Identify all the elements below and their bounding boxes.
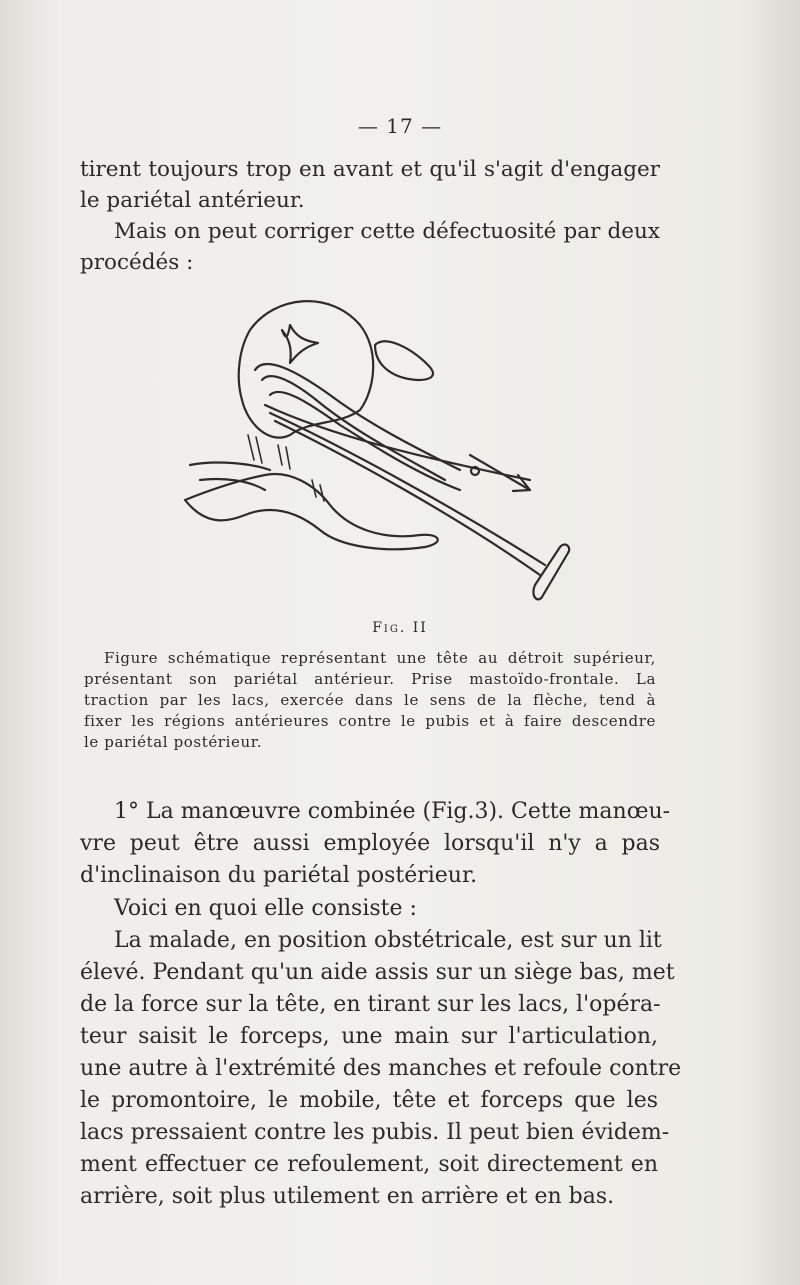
text-line: de la force sur la tête, en tirant sur les lacs, l'opéra- xyxy=(80,992,661,1017)
text-line: 1° La manœuvre combinée (Fig.3). Cette manœu- xyxy=(114,799,671,824)
text-line: Mais on peut corriger cette défectuosité par deux xyxy=(114,219,660,244)
text-line: La malade, en position obstétricale, est sur un lit xyxy=(114,928,662,953)
pelvis-contour xyxy=(185,474,438,549)
figure-caption xyxy=(84,648,656,753)
pelvis-contour xyxy=(190,463,270,470)
text-line: d'inclinaison du pariétal postérieur. xyxy=(80,863,478,888)
fetal-head-outline xyxy=(239,301,373,438)
pelvis-contour xyxy=(200,479,265,490)
paragraph-3 xyxy=(80,796,671,892)
text-line: élevé. Pendant qu'un aide assis sur un siège bas, met xyxy=(80,960,675,985)
paragraph-5 xyxy=(80,925,682,1213)
traction-lace xyxy=(265,405,530,480)
fontanelle-mark xyxy=(282,325,318,363)
text-line: arrière, soit plus utilement en arrière et en bas. xyxy=(80,1184,615,1209)
paragraph-2 xyxy=(80,216,660,278)
text-line: teur saisit le forceps, une main sur l'articulation, xyxy=(80,1024,658,1049)
text-line: une autre à l'extrémité des manches et refoule contre xyxy=(80,1056,682,1081)
text-line: procédés : xyxy=(80,250,194,275)
caption-line: présentant son pariétal antérieur. Prise mastoïdo-frontale. La xyxy=(84,670,656,688)
paragraph-4 xyxy=(80,893,660,925)
text-line: tirent toujours trop en avant et qu'il s'agit d'engager xyxy=(80,157,660,182)
caption-line: Figure schématique représentant une tête au détroit supérieur, xyxy=(104,649,656,667)
pubis-outline xyxy=(375,341,433,380)
traction-lace xyxy=(270,413,545,565)
text-line: Voici en quoi elle consiste : xyxy=(114,896,417,921)
text-line: ment effectuer ce refoulement, soit directement en xyxy=(80,1152,658,1177)
text-line: le promontoire, le mobile, tête et forceps que les xyxy=(80,1088,658,1113)
text-line: vre peut être aussi employée lorsqu'il n'y a pas xyxy=(80,831,660,856)
caption-line: traction par les lacs, exercée dans le sens de la flèche, tend à xyxy=(84,691,656,709)
forceps-schematic-figure xyxy=(170,285,590,615)
figure-label: Fig. II xyxy=(372,620,428,636)
caption-line: fixer les régions antérieures contre le pubis et à faire descendre xyxy=(84,712,656,730)
traction-handle xyxy=(533,545,569,600)
text-line: lacs pressaient contre les pubis. Il peut bien évidem- xyxy=(80,1120,670,1145)
page-number: — 17 — xyxy=(357,114,443,138)
text-line: le pariétal antérieur. xyxy=(80,188,305,213)
paragraph-1 xyxy=(80,154,660,216)
caption-line: le pariétal postérieur. xyxy=(84,733,263,751)
